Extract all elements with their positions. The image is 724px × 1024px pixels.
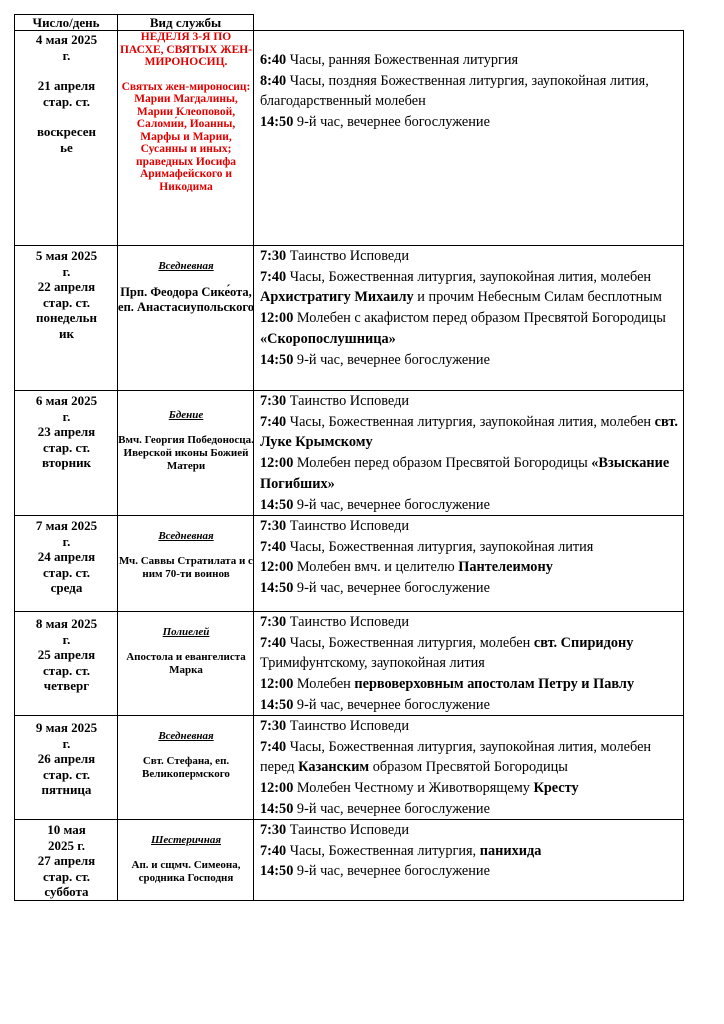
service-entry (260, 716, 683, 737)
service-time: 7:40 (260, 842, 287, 859)
date-cell (14, 819, 118, 901)
service-time: 6:40 (260, 52, 287, 68)
date-line: 2025 г. (48, 837, 85, 853)
saint-name: Мч. Саввы Стратилата и с ним 70-ти воинов (119, 555, 253, 580)
schedule-row (14, 30, 684, 246)
date-line: 25 апреля (37, 647, 96, 662)
schedule-row (14, 611, 684, 716)
service-time: 14:50 (260, 351, 294, 368)
service-highlight: панихида (479, 842, 542, 859)
service-entry (260, 391, 683, 412)
date-line: г. (62, 533, 71, 549)
service-entry (260, 516, 683, 537)
service-rank: Вседневная (158, 730, 214, 742)
service-time: 8:40 (260, 72, 287, 89)
service-entry (260, 246, 683, 267)
service-time: 7:30 (260, 518, 287, 534)
service-text: Молебен вмч. и целителю (293, 559, 459, 576)
service-time: 7:40 (260, 538, 287, 555)
date-line: 8 мая 2025 (35, 616, 98, 631)
date-line: г. (62, 631, 71, 647)
feast-title: НЕДЕЛЯ 3-Я ПО ПАСХЕ, СВЯТЫХ ЖЕН-МИРОНОСИЦ. (119, 31, 253, 68)
schedule-row (14, 819, 684, 901)
service-entry (260, 412, 683, 453)
service-time: 7:40 (260, 738, 287, 755)
service-entry (260, 267, 683, 308)
rank-cell (117, 245, 254, 391)
date-line: четверг (43, 678, 90, 693)
service-entry (260, 737, 683, 778)
service-entry (260, 112, 683, 133)
service-time: 14:50 (260, 580, 294, 597)
service-time: 12:00 (260, 455, 294, 472)
date-cell (14, 245, 118, 391)
service-text: Часы, поздняя Божественная литургия, заупокойная лития, благодарственный молебен (260, 72, 649, 110)
date-line: 7 мая 2025 (35, 518, 98, 533)
service-text: Таинство Исповеди (286, 248, 410, 264)
service-time: 12:00 (260, 676, 294, 693)
date-cell (14, 715, 118, 820)
service-time: 7:30 (260, 718, 287, 734)
schedule-cell (253, 30, 684, 246)
date-line: пятница (41, 782, 92, 797)
service-entry (260, 308, 683, 349)
service-entry (260, 495, 683, 516)
service-time: 7:30 (260, 248, 287, 264)
date-cell (14, 611, 118, 716)
service-entry (260, 453, 683, 494)
feast-cell (117, 30, 254, 246)
date-line: г. (62, 735, 71, 751)
service-entry (260, 71, 683, 112)
service-text: Молебен (293, 676, 355, 693)
rank-cell (117, 611, 254, 716)
date-line: 5 мая 2025 (35, 248, 98, 263)
service-text: Таинство Исповеди (286, 718, 410, 734)
service-text: Молебен с акафистом перед образом Пресвятой Богородицы (293, 310, 666, 327)
service-text: 9-й час, вечернее богослужение (293, 496, 490, 513)
date-cell (14, 30, 118, 246)
service-time: 14:50 (260, 496, 294, 513)
date-line: стар. ст. (43, 564, 90, 580)
saint-name: Прп. Феодора Сике́ота, еп. Анастасиупольского (118, 285, 254, 314)
service-text: Таинство Исповеди (286, 822, 410, 838)
service-time: 7:40 (260, 634, 287, 651)
service-time: 14:50 (260, 800, 294, 817)
service-entry (260, 50, 683, 71)
date-line: 26 апреля (37, 751, 96, 766)
saint-name: Вмч. Георгия Победоносца. Иверской иконы Божией Матери (118, 434, 254, 472)
service-rank: Вседневная (158, 530, 214, 542)
service-time: 14:50 (260, 696, 294, 713)
service-text: Молебен Честному и Животворящему (293, 780, 534, 797)
service-entry (260, 841, 683, 862)
service-highlight: первоверховным апостолам Петру и Павлу (354, 676, 635, 693)
saint-name: Свт. Стефана, еп. Великопермского (142, 755, 230, 780)
service-entry (260, 778, 683, 799)
date-line: воскресен (36, 124, 97, 139)
service-time: 14:50 (260, 114, 294, 131)
date-line: понедельн (35, 310, 98, 325)
schedule-cell (253, 715, 684, 820)
service-time: 7:30 (260, 614, 287, 630)
date-line: стар. ст. (43, 439, 90, 455)
schedule-row (14, 245, 684, 391)
service-time: 12:00 (260, 310, 294, 327)
service-time: 12:00 (260, 559, 294, 576)
date-line: ик (59, 325, 74, 341)
service-entry (260, 820, 683, 841)
service-entry (260, 557, 683, 578)
service-text: Часы, Божественная литургия, заупокойная лития (286, 538, 594, 555)
service-text: 9-й час, вечернее богослужение (293, 696, 490, 713)
service-text: Часы, Божественная литургия, заупокойная лития, молебен (286, 268, 652, 285)
saint-name: Апостола и евангелиста Марка (126, 651, 246, 676)
service-highlight: «Взыскание Погибших» (260, 455, 670, 492)
service-text: 9-й час, вечернее богослужение (293, 114, 490, 131)
service-highlight: Казанским (298, 759, 370, 776)
date-line: 6 мая 2025 (35, 393, 98, 408)
date-line: 22 апреля (37, 279, 96, 294)
service-text: 9-й час, вечернее богослужение (293, 863, 490, 880)
service-entry (260, 633, 683, 674)
service-time: 12:00 (260, 780, 294, 797)
schedule-row (14, 715, 684, 820)
service-text: Молебен перед образом Пресвятой Богородицы (293, 455, 592, 472)
date-cell (14, 390, 118, 516)
date-line: стар. ст. (43, 662, 90, 678)
service-text: Часы, Божественная литургия, заупокойная лития, молебен (286, 413, 655, 430)
service-text: Часы, Божественная литургия, заупокойная лития, молебен перед (260, 738, 652, 776)
service-rank: Полиелей (162, 626, 210, 638)
schedule-cell (253, 390, 684, 516)
date-line: 10 мая (47, 822, 86, 837)
service-highlight: Архистратигу Михаилу (260, 289, 414, 306)
date-line: стар. ст. (43, 868, 90, 884)
service-text: 9-й час, вечернее богослужение (293, 580, 490, 597)
service-rank: Вседневная (158, 260, 214, 272)
date-line: стар. ст. (43, 294, 90, 310)
date-line: 27 апреля (37, 853, 96, 868)
date-line: 24 апреля (37, 549, 96, 564)
service-text: Таинство Исповеди (286, 614, 410, 630)
header-service-column: Вид службы (117, 14, 254, 31)
service-time: 14:50 (260, 863, 294, 880)
date-line: г. (62, 263, 71, 279)
date-line: 21 апреля (37, 78, 96, 93)
date-line: 4 мая 2025 (35, 32, 98, 47)
date-line: вторник (41, 455, 92, 470)
service-highlight: Пантелеимону (458, 559, 553, 576)
date-line: стар. ст. (43, 93, 90, 109)
service-time: 7:40 (260, 268, 287, 285)
rank-cell (117, 515, 254, 612)
service-text: и прочим Небесным Силам бесплотным (413, 289, 662, 306)
service-text: Таинство Исповеди (286, 518, 410, 534)
service-entry (260, 674, 683, 695)
service-entry (260, 861, 683, 882)
date-line: 9 мая 2025 (35, 720, 98, 735)
service-text: Часы, Божественная литургия, молебен (286, 634, 534, 651)
service-entry (260, 537, 683, 558)
service-highlight: свт. Луке Крымскому (260, 413, 678, 451)
schedule-cell (253, 245, 684, 391)
service-time: 7:30 (260, 393, 287, 409)
service-entry (260, 612, 683, 633)
date-line: суббота (44, 884, 89, 899)
service-highlight: Кресту (533, 780, 579, 797)
service-entry (260, 695, 683, 716)
service-text: 9-й час, вечернее богослужение (293, 800, 490, 817)
header-date-column: Число/день (14, 14, 118, 31)
service-time: 7:30 (260, 822, 287, 838)
date-cell (14, 515, 118, 612)
service-highlight: «Скоропослушница» (260, 330, 396, 347)
service-text: образом Пресвятой Богородицы (369, 759, 568, 776)
date-line: ье (60, 139, 73, 155)
service-rank: Шестеричная (151, 834, 221, 846)
schedule-cell (253, 515, 684, 612)
saint-name: Ап. и сщмч. Симеона, сродника Господня (131, 859, 241, 884)
service-text: Тримифунтскому, заупокойная лития (260, 655, 485, 672)
schedule-row (14, 515, 684, 612)
service-rank: Бдение (168, 409, 204, 421)
date-line: стар. ст. (43, 766, 90, 782)
service-text: 9-й час, вечернее богослужение (293, 351, 490, 368)
schedule-row (14, 390, 684, 516)
schedule-cell (253, 819, 684, 901)
date-line: г. (62, 408, 71, 424)
service-text: Часы, ранняя Божественная литургия (286, 52, 519, 68)
date-line: 23 апреля (37, 424, 96, 439)
service-text: Часы, Божественная литургия, (286, 842, 480, 859)
service-entry (260, 799, 683, 820)
service-highlight: свт. Спиридону (533, 634, 634, 651)
service-time: 7:40 (260, 413, 287, 430)
date-line: среда (50, 580, 83, 595)
service-entry (260, 350, 683, 371)
date-line: г. (62, 47, 71, 63)
service-text: Таинство Исповеди (286, 393, 410, 409)
rank-cell (117, 715, 254, 820)
service-entry (260, 578, 683, 599)
rank-cell (117, 390, 254, 516)
saints-list: Святых жен-мироносиц: Марии Магдалины, Марии Клеоповой, Саломи́и, Иоанны, Марфы и Марии, Сусанны и иных; праведных Иосифа Аримафейского и Никодима (121, 80, 251, 193)
schedule-cell (253, 611, 684, 716)
rank-cell (117, 819, 254, 901)
